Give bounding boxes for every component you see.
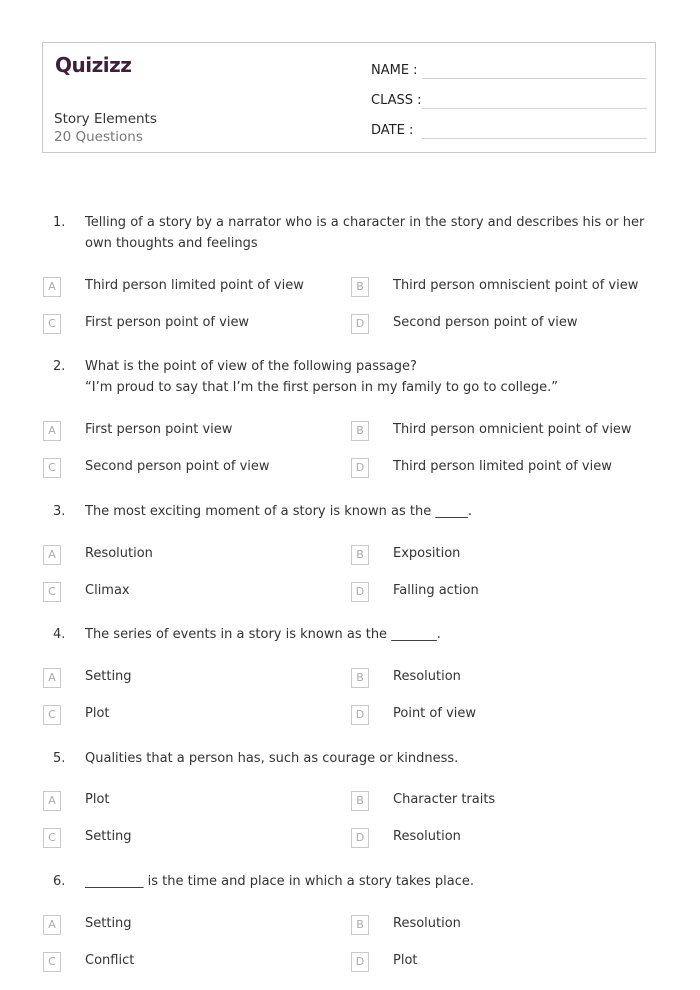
name-field[interactable] [371,59,647,79]
question-text [85,356,650,398]
option-letter: D [351,828,369,848]
option-letter: A [43,421,61,441]
question-number: 4. [53,627,66,642]
option-letter: A [43,545,61,565]
option-letter: B [351,791,369,811]
question-line: “I’m proud to say that I’m the first person in my family to go to college.” [85,380,558,395]
option-text: Third person omnicient point of view [393,422,632,437]
worksheet-title: Story Elements [54,111,157,127]
question-line: Qualities that a person has, such as courage or kindness. [85,751,459,766]
class-label: CLASS : [371,93,422,108]
question-line: _________ is the time and place in which a story takes place. [85,874,475,889]
option-text: Third person limited point of view [393,459,612,474]
question-number: 3. [53,504,66,519]
option-text: Second person point of view [393,315,578,330]
option-letter: A [43,915,61,935]
worksheet-header [42,42,656,153]
option-letter: D [351,458,369,478]
question-line: What is the point of view of the following passage? [85,359,417,374]
option-text: Third person omniscient point of view [393,278,639,293]
option-letter: D [351,582,369,602]
option-letter: C [43,828,61,848]
question-text [85,501,650,522]
option-letter: B [351,421,369,441]
name-line[interactable] [422,78,647,79]
option-letter: B [351,668,369,688]
option-text: Resolution [393,916,461,931]
option-text: First person point of view [85,315,250,330]
question-number: 1. [53,215,66,230]
option-letter: B [351,915,369,935]
date-field[interactable] [371,119,647,139]
option-letter: C [43,314,61,334]
name-label: NAME : [371,63,418,78]
class-line[interactable] [422,108,647,109]
date-line[interactable] [422,138,647,139]
question-count: 20 Questions [54,129,143,145]
class-field[interactable] [371,89,647,109]
option-letter: C [43,705,61,725]
option-letter: A [43,668,61,688]
option-text: Character traits [393,792,496,807]
option-text: Resolution [85,546,153,561]
option-text: Setting [85,669,132,684]
question-text [85,624,650,645]
option-text: Setting [85,829,132,844]
option-text: Climax [85,583,130,598]
question-text [85,748,650,769]
option-text: Exposition [393,546,461,561]
option-text: Setting [85,916,132,931]
option-text: Falling action [393,583,479,598]
option-text: Plot [393,953,418,968]
question-line: Telling of a story by a narrator who is a character in the story and describes his or her [85,215,645,230]
option-letter: D [351,705,369,725]
option-letter: D [351,952,369,972]
question-number: 6. [53,874,66,889]
option-text: Point of view [393,706,477,721]
option-letter: B [351,545,369,565]
question-number: 5. [53,751,66,766]
option-text: Plot [85,792,110,807]
question-text [85,871,650,892]
question-line: The series of events in a story is known as the _______. [85,627,441,642]
option-letter: C [43,582,61,602]
option-text: Second person point of view [85,459,270,474]
option-text: Resolution [393,829,461,844]
option-text: Conflict [85,953,135,968]
question-line: own thoughts and feelings [85,236,258,251]
question-number: 2. [53,359,66,374]
question-line: The most exciting moment of a story is known as the _____. [85,504,472,519]
option-letter: B [351,277,369,297]
question-text [85,212,650,254]
option-letter: C [43,458,61,478]
option-text: Plot [85,706,110,721]
option-letter: C [43,952,61,972]
option-text: Third person limited point of view [85,278,304,293]
option-letter: D [351,314,369,334]
quizizz-logo: Quizizz [55,53,132,77]
option-letter: A [43,277,61,297]
option-letter: A [43,791,61,811]
option-text: First person point view [85,422,233,437]
date-label: DATE : [371,123,414,138]
option-text: Resolution [393,669,461,684]
